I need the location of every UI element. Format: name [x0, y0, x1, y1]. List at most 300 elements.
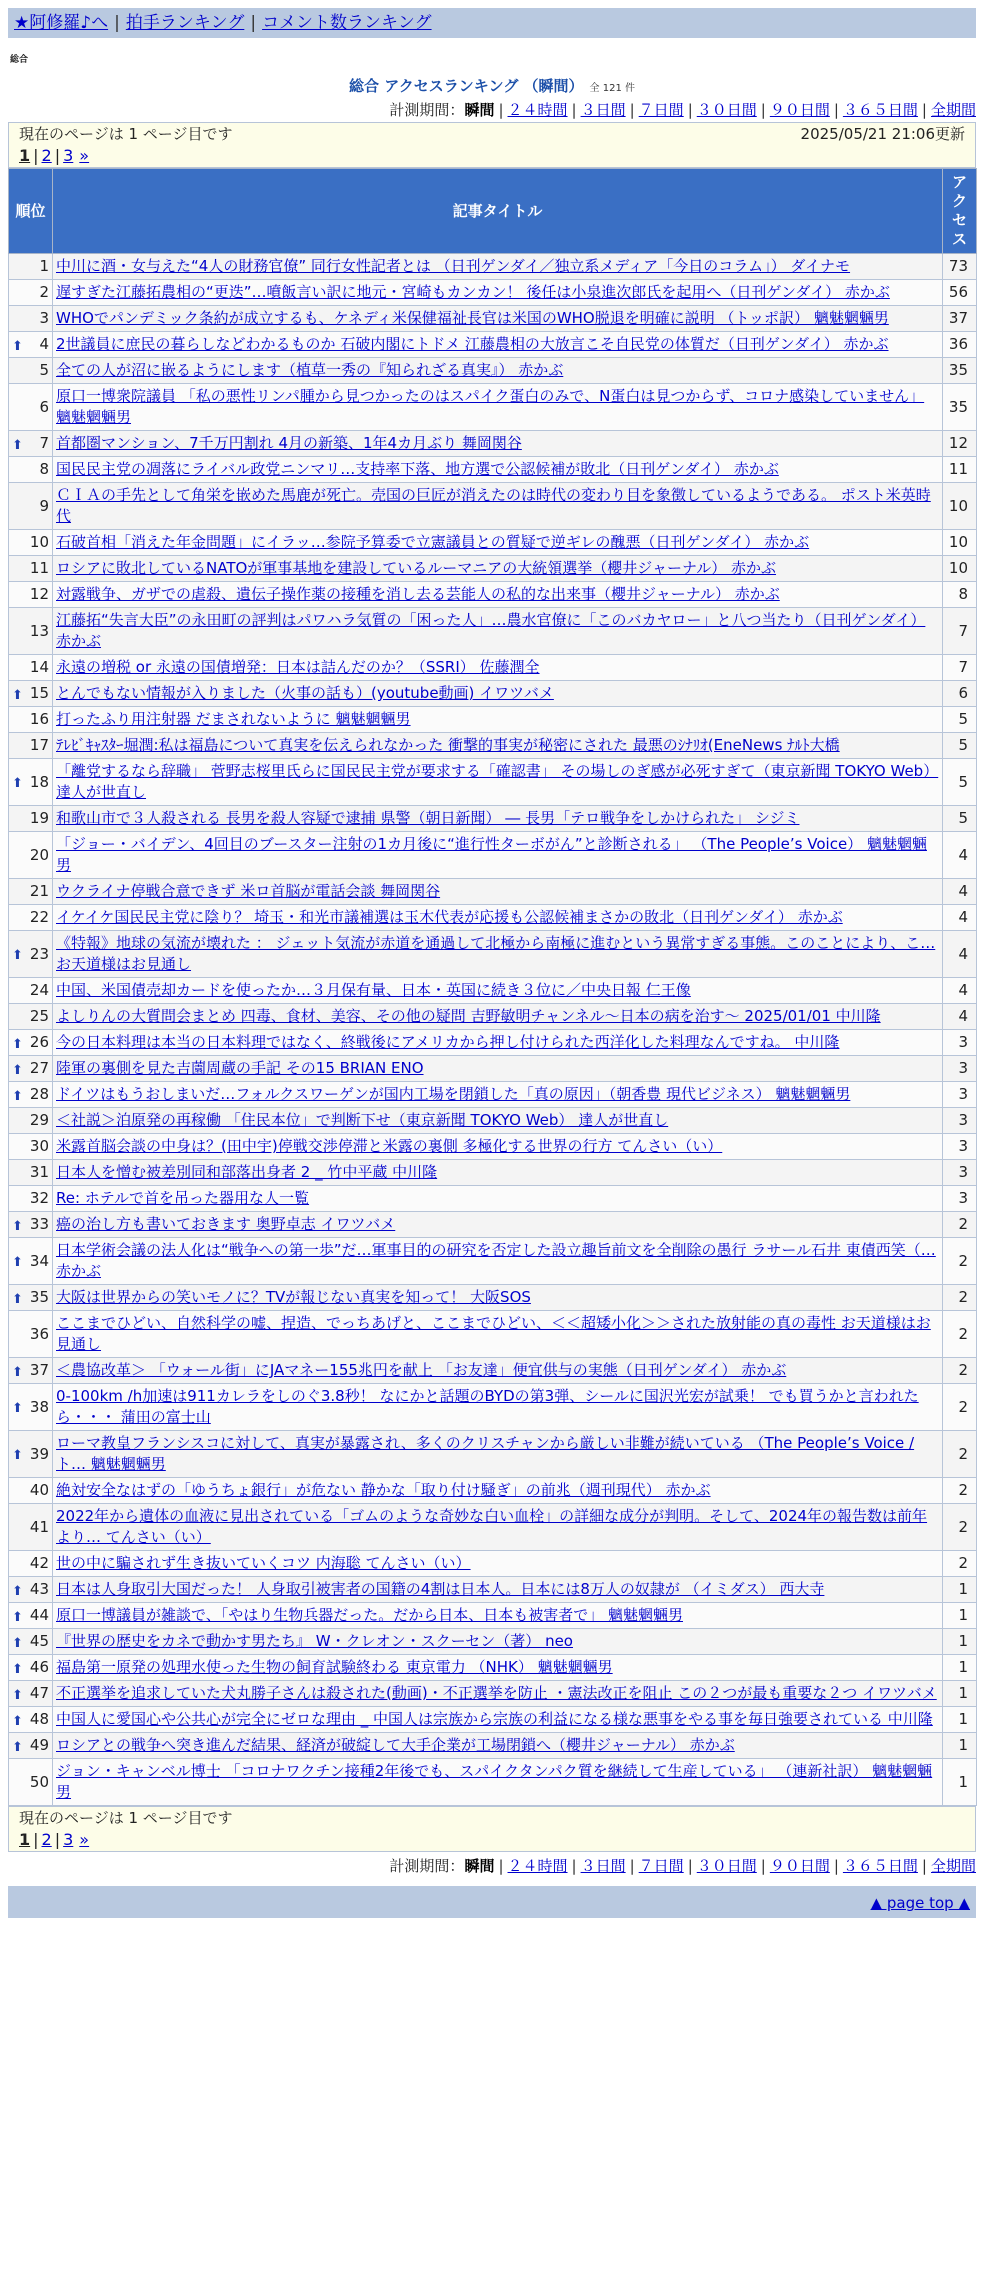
article-title-link[interactable]: ローマ教皇フランシスコに対して、真実が暴露され、多くのクリスチャンから厳しい非難が続いている （The People’s Voice / ト… 魑魅魍魎男 [56, 1434, 915, 1473]
access-count: 11 [943, 457, 977, 483]
table-row [9, 1655, 977, 1681]
rank-cell [9, 1759, 53, 1806]
access-count: 4 [943, 931, 977, 978]
period-link[interactable]: 全期間 [930, 1857, 976, 1875]
article-title-link[interactable]: WHOでパンデミック条約が成立するも、ケネディ米保健福祉長官は米国のWHO脱退を明確に説明 （トッポ訳） 魑魅魍魎男 [56, 309, 889, 327]
article-title-link[interactable]: 石破首相「消えた年金問題」にイラッ…参院予算委で立憲議員との質疑で逆ギレの醜悪（日刊ゲンダイ） 赤かぶ [56, 533, 810, 551]
title-cell [53, 306, 943, 332]
rank-cell [9, 1733, 53, 1759]
asyura-home-link[interactable]: ★阿修羅♪へ [14, 13, 109, 33]
page-2-link[interactable]: 2 [41, 146, 52, 165]
table-row [9, 1186, 977, 1212]
access-count: 5 [943, 806, 977, 832]
article-title-link[interactable]: 対露戦争、ガザでの虐殺、遺伝子操作薬の接種を消し去る芸能人の私的な出来事（櫻井ジャーナル） 赤かぶ [56, 585, 780, 603]
rank-cell [9, 582, 53, 608]
rank-number: 40 [29, 1481, 49, 1499]
access-count: 2 [943, 1384, 977, 1431]
rank-up-arrow-icon: ⬆ [12, 1291, 23, 1307]
rank-up-arrow-icon: ⬆ [12, 1036, 23, 1052]
article-title-link[interactable]: 原口一博議員が雑談で、「やはり生物兵器だった。だから日本、日本も被害者で」 魑魅魍魎男 [56, 1606, 683, 1624]
article-title-link[interactable]: ＜農協改革＞ 「ウォール街」にJAマネー155兆円を献上 「お友達」便宜供与の実態（日刊ゲンダイ） 赤かぶ [56, 1361, 787, 1379]
period-link[interactable]: ９０日間 [769, 101, 830, 119]
article-title-link[interactable]: 中国、米国債売却カードを使ったか…３月保有量、日本・英国に続き３位に／中央日報 仁王像 [56, 981, 691, 999]
period-link[interactable]: ３０日間 [696, 101, 757, 119]
table-row [9, 254, 977, 280]
title-cell [53, 1603, 943, 1629]
rank-cell [9, 1004, 53, 1030]
access-count: 35 [943, 384, 977, 431]
table-row [9, 1577, 977, 1603]
total-count: 全 121 件 [589, 83, 635, 94]
access-count: 3 [943, 1082, 977, 1108]
article-title-link[interactable]: 米露首脳会談の中身は？(田中宇)停戦交渉停滞と米露の裏側 多極化する世界の行方 てんさい（い） [56, 1137, 723, 1155]
access-count: 4 [943, 905, 977, 931]
article-title-link[interactable]: 《特報》地球の気流が壊れた ： ジェット気流が赤道を通過して北極から南極に進むという異常すぎる事態。このことにより、こ… お天道様はお見通し [56, 934, 936, 973]
table-row [9, 457, 977, 483]
rank-cell [9, 1655, 53, 1681]
article-title-link[interactable]: 『世界の歴史をカネで動かす男たち』 W・クレオン・スクーセン（著） neo [56, 1632, 573, 1650]
title-cell [53, 1431, 943, 1478]
access-count: 12 [943, 431, 977, 457]
title-cell [53, 1629, 943, 1655]
rank-cell [9, 1431, 53, 1478]
updated-time: 2025/05/21 21:06更新 [800, 125, 965, 143]
title-cell [53, 1056, 943, 1082]
rank-cell [9, 707, 53, 733]
article-title-link[interactable]: ウクライナ停戦合意できず 米ロ首脳が電話会談 舞岡関谷 [56, 882, 441, 900]
rank-up-arrow-icon: ⬆ [12, 1635, 23, 1651]
access-count: 1 [943, 1759, 977, 1806]
table-row [9, 1358, 977, 1384]
article-title-link[interactable]: 江藤拓“失言大臣”の永田町の評判はパワハラ気質の「困った人」…農水官僚に「このバカヤロー」と八つ当たり（日刊ゲンダイ） 赤かぶ [56, 611, 926, 650]
rank-number: 36 [29, 1324, 49, 1343]
title-cell [53, 806, 943, 832]
rank-number: 13 [29, 621, 49, 640]
article-title-link[interactable]: 「離党するなら辞職」 菅野志桜里氏らに国民民主党が要求する「確認書」 その場しのぎ感が必死すぎて（東京新聞 TOKYO Web） 達人が世直し [56, 762, 939, 801]
title-cell [53, 1311, 943, 1358]
article-title-link[interactable]: ＜社説＞泊原発の再稼働 「住民本位」で判断下せ（東京新聞 TOKYO Web） 達人が世直し [56, 1111, 669, 1129]
rank-cell [9, 1311, 53, 1358]
title-cell [53, 1504, 943, 1551]
rank-cell [9, 483, 53, 530]
rank-up-arrow-icon: ⬆ [12, 1448, 23, 1463]
rank-cell [9, 1285, 53, 1311]
rank-number: 37 [29, 1361, 49, 1379]
rank-cell [9, 1577, 53, 1603]
table-row [9, 1733, 977, 1759]
separator: | [629, 1857, 635, 1875]
table-row [9, 1681, 977, 1707]
article-title-link[interactable]: 世の中に騙されず生き抜いていくコツ 内海聡 てんさい（い） [56, 1554, 471, 1572]
title-cell [53, 879, 943, 905]
rank-up-arrow-icon: ⬆ [12, 1062, 23, 1078]
rank-cell [9, 1384, 53, 1431]
access-count: 10 [943, 556, 977, 582]
title-cell [53, 978, 943, 1004]
access-count: 4 [943, 978, 977, 1004]
title-cell [53, 431, 943, 457]
access-count: 1 [943, 1629, 977, 1655]
rank-number: 45 [29, 1632, 49, 1650]
table-row [9, 483, 977, 530]
rank-up-arrow-icon: ⬆ [12, 1661, 23, 1677]
rank-up-arrow-icon: ⬆ [12, 1218, 23, 1234]
access-count: 1 [943, 1577, 977, 1603]
table-row [9, 384, 977, 431]
table-row [9, 1311, 977, 1358]
period-link[interactable]: ９０日間 [769, 1857, 830, 1875]
title-cell [53, 457, 943, 483]
rank-up-arrow-icon: ⬆ [12, 1609, 23, 1625]
rank-cell [9, 1603, 53, 1629]
rank-cell [9, 306, 53, 332]
title-cell [53, 1655, 943, 1681]
rank-number: 35 [29, 1288, 49, 1306]
article-title-link[interactable]: 永遠の増税 or 永遠の国債増発：日本は詰んだのか？（SSRI） 佐藤潤全 [56, 658, 540, 676]
page-top-link[interactable]: ▲ page top ▲ [870, 1894, 970, 1912]
title-cell [53, 905, 943, 931]
rank-cell [9, 358, 53, 384]
rank-cell [9, 832, 53, 879]
article-title-link[interactable]: 全ての人が沼に嵌るようにします（植草一秀の『知られざる真実』） 赤かぶ [56, 361, 564, 379]
table-row [9, 1134, 977, 1160]
access-count: 1 [943, 1707, 977, 1733]
rank-cell [9, 384, 53, 431]
table-row [9, 1160, 977, 1186]
current-page-text: 現在のページは 1 ページ目です [19, 125, 233, 143]
access-count: 7 [943, 608, 977, 655]
title-cell [53, 1134, 943, 1160]
article-title-link[interactable]: ロシアとの戦争へ突き進んだ結果、経済が破綻して大手企業が工場閉鎖へ（櫻井ジャーナル） 赤かぶ [56, 1736, 735, 1754]
article-title-link[interactable]: 国民民主党の凋落にライバル政党ニンマリ…支持率下落、地方選で公認候補が敗北（日刊ゲンダイ） 赤かぶ [56, 460, 779, 478]
title-cell [53, 358, 943, 384]
title-cell [53, 832, 943, 879]
rank-up-arrow-icon: ⬆ [12, 1088, 23, 1104]
article-title-link[interactable]: 陸軍の裏側を見た吉薗周蔵の手記 その15 BRIAN ENO [56, 1059, 424, 1077]
article-title-link[interactable]: 福島第一原発の処理水使った生物の飼育試験終わる 東京電力 （NHK） 魑魅魍魎男 [56, 1658, 613, 1676]
table-header-row [9, 169, 977, 254]
rank-cell [9, 1056, 53, 1082]
rank-cell [9, 1108, 53, 1134]
rank-number: 29 [29, 1111, 49, 1129]
article-title-link[interactable]: 「ジョー・バイデン、4回目のブースター注射の1カ月後に“進行性ターボがん”と診断される」 （The People’s Voice） 魑魅魍魎男 [56, 835, 927, 874]
article-title-link[interactable]: 首都圏マンション、7千万円割れ 4月の新築、1年4カ月ぶり 舞岡関谷 [56, 434, 522, 452]
rank-number: 48 [29, 1710, 49, 1728]
access-count: 2 [943, 1212, 977, 1238]
title-cell [53, 707, 943, 733]
period-link[interactable]: ３日間 [580, 1857, 626, 1875]
period-link[interactable]: ２４時間 [507, 101, 568, 119]
rank-cell [9, 1082, 53, 1108]
comment-ranking-link[interactable]: コメント数ランキング [262, 13, 432, 33]
separator: | [833, 101, 839, 119]
rank-number: 1 [39, 257, 49, 275]
title-cell [53, 1238, 943, 1285]
rank-up-arrow-icon: ⬆ [12, 1401, 23, 1416]
access-count: 7 [943, 655, 977, 681]
rank-number: 21 [29, 882, 49, 900]
rank-cell [9, 280, 53, 306]
access-count: 3 [943, 1134, 977, 1160]
page-title [8, 75, 976, 96]
title-cell [53, 254, 943, 280]
rank-column-header: 順位 [9, 169, 53, 254]
rank-number: 50 [29, 1772, 49, 1791]
rank-cell [9, 1212, 53, 1238]
table-row [9, 582, 977, 608]
article-title-link[interactable]: ﾃﾚﾋﾞｷｬｽﾀｰ堀潤:私は福島について真実を伝えられなかった 衝撃的事実が秘密にされた 最悪のｼﾅﾘｵ(EneNews ﾅﾙﾄ大橋 [56, 736, 840, 754]
separator: | [687, 101, 693, 119]
title-cell [53, 1577, 943, 1603]
applause-ranking-link[interactable]: 拍手ランキング [125, 13, 245, 33]
access-count: 2 [943, 1478, 977, 1504]
title-cell [53, 1384, 943, 1431]
title-cell [53, 1082, 943, 1108]
ranking-table-body [9, 254, 977, 1806]
article-title-link[interactable]: イケイケ国民民主党に陰り？ 埼玉・和光市議補選は玉木代表が応援も公認候補まさかの敗北（日刊ゲンダイ） 赤かぶ [56, 908, 843, 926]
rank-cell [9, 457, 53, 483]
rank-number: 46 [29, 1658, 49, 1676]
table-row [9, 806, 977, 832]
access-count: 2 [943, 1431, 977, 1478]
table-row [9, 332, 977, 358]
separator: | [760, 1857, 766, 1875]
article-title-link[interactable]: 原口一博衆院議員 「私の悪性リンパ腫から見つかったのはスパイク蛋白のみで、N蛋白は見つからず、コロナ感染していません」 魑魅魍魎男 [56, 387, 925, 426]
table-row [9, 759, 977, 806]
section-label: 総合 [10, 55, 29, 65]
access-column-header: アクセス [943, 169, 977, 254]
access-count: 5 [943, 707, 977, 733]
title-cell [53, 1160, 943, 1186]
title-cell [53, 332, 943, 358]
rank-cell [9, 1478, 53, 1504]
period-link[interactable]: 全期間 [930, 101, 976, 119]
article-title-link[interactable]: 今の日本料理は本当の日本料理ではなく、終戦後にアメリカから押し付けられた西洋化した料理なんですね。 中川隆 [56, 1033, 840, 1051]
next-page-link[interactable]: » [79, 146, 90, 165]
separator: | [498, 101, 504, 119]
rank-cell [9, 332, 53, 358]
table-row [9, 655, 977, 681]
rank-cell [9, 978, 53, 1004]
pagination-top: 1 | 2 | 3 » [19, 146, 90, 165]
rank-cell [9, 431, 53, 457]
separator: | [250, 13, 257, 33]
access-count: 3 [943, 1056, 977, 1082]
rank-number: 25 [29, 1007, 49, 1025]
table-row [9, 681, 977, 707]
access-count: 2 [943, 1504, 977, 1551]
table-row [9, 1707, 977, 1733]
title-cell [53, 1358, 943, 1384]
rank-number: 49 [29, 1736, 49, 1754]
access-count: 56 [943, 280, 977, 306]
rank-number: 11 [29, 559, 49, 577]
rank-number: 44 [29, 1606, 49, 1624]
rank-number: 3 [39, 309, 49, 327]
access-count: 35 [943, 358, 977, 384]
rank-cell [9, 1681, 53, 1707]
period-link[interactable]: ７日間 [638, 1857, 684, 1875]
period-link[interactable]: ３６５日間 [842, 1857, 918, 1875]
rank-cell [9, 655, 53, 681]
rank-cell [9, 1186, 53, 1212]
period-link[interactable]: ３０日間 [696, 1857, 757, 1875]
article-title-link[interactable]: 遅すぎた江藤拓農相の“更迭”…噴飯言い訳に地元・宮崎もカンカン！ 後任は小泉進次郎氏を起用へ（日刊ゲンダイ） 赤かぶ [56, 283, 890, 301]
article-title-link[interactable]: ＣＩＡの手先として角栄を嵌めた馬鹿が死亡。売国の巨匠が消えたのは時代の変わり目を象徴しているようである。 ポスト米英時代 [56, 486, 931, 525]
access-count: 3 [943, 1030, 977, 1056]
article-title-link[interactable]: ここまでひどい、自然科学の嘘、捏造、でっちあげと、ここまでひどい、＜＜超矮小化＞＞された放射能の真の毒性 お天道様はお見通し [56, 1314, 931, 1353]
period-current: 瞬間 [464, 101, 495, 119]
article-title-link[interactable]: 打ったふり用注射器 だまされないように 魑魅魍魎男 [56, 710, 411, 728]
table-row [9, 707, 977, 733]
rank-cell [9, 1358, 53, 1384]
table-row [9, 280, 977, 306]
article-title-link[interactable]: 中川に酒・女与えた“4人の財務官僚” 同行女性記者とは （日刊ゲンダイ／独立系メディア「今日のコラム」） ダイナモ [56, 257, 851, 275]
rank-cell [9, 806, 53, 832]
period-link[interactable]: ３６５日間 [842, 101, 918, 119]
article-title-link[interactable]: 2022年から遺体の血液に見出されている「ゴムのような奇妙な白い血栓」の詳細な成分が判明。そして、2024年の報告数は前年より… てんさい（い） [56, 1507, 928, 1546]
rank-number: 8 [39, 460, 49, 478]
article-title-link[interactable]: 大阪は世界からの笑いモノに？TVが報じない真実を知って！ 大阪SOS [56, 1288, 531, 1306]
rank-number: 32 [29, 1189, 49, 1207]
current-page-text: 現在のページは 1 ページ目です [19, 1809, 233, 1827]
access-count: 4 [943, 832, 977, 879]
title-cell [53, 759, 943, 806]
page-3-link[interactable]: 3 [63, 146, 74, 165]
access-count: 10 [943, 483, 977, 530]
rank-number: 7 [39, 434, 49, 452]
table-row [9, 832, 977, 879]
page-3-link[interactable]: 3 [63, 1830, 74, 1849]
rank-cell [9, 759, 53, 806]
next-page-link[interactable]: » [79, 1830, 90, 1849]
title-cell [53, 1108, 943, 1134]
access-count: 1 [943, 1655, 977, 1681]
rank-number: 33 [29, 1215, 49, 1233]
article-title-link[interactable]: 2世議員に庶民の暮らしなどわかるものか 石破内閣にトドメ 江藤農相の大放言こそ自民党の体質だ（日刊ゲンダイ） 赤かぶ [56, 335, 889, 353]
separator: | [833, 1857, 839, 1875]
rank-number: 20 [29, 845, 49, 864]
rank-up-arrow-icon: ⬆ [12, 687, 23, 703]
rank-number: 43 [29, 1580, 49, 1598]
title-cell [53, 556, 943, 582]
article-title-link[interactable]: Re: ホテルで首を吊った器用な人一覧 [56, 1189, 310, 1207]
table-row [9, 530, 977, 556]
rank-cell [9, 1238, 53, 1285]
rank-number: 39 [29, 1444, 49, 1463]
rank-number: 38 [29, 1397, 49, 1416]
table-row [9, 1056, 977, 1082]
table-row [9, 1108, 977, 1134]
access-count: 1 [943, 1733, 977, 1759]
page-2-link[interactable]: 2 [41, 1830, 52, 1849]
article-title-link[interactable]: 和歌山市で３人殺される 長男を殺人容疑で逮捕 県警（朝日新聞） ― 長男「テロ戦争をしかけられた」 シジミ [56, 809, 800, 827]
access-count: 4 [943, 1004, 977, 1030]
access-count: 8 [943, 582, 977, 608]
table-row [9, 905, 977, 931]
access-count: 2 [943, 1285, 977, 1311]
table-row [9, 1759, 977, 1806]
rank-number: 6 [39, 397, 49, 416]
rank-up-arrow-icon: ⬆ [12, 1713, 23, 1729]
access-count: 2 [943, 1358, 977, 1384]
access-count: 3 [943, 1160, 977, 1186]
table-row [9, 1384, 977, 1431]
title-cell [53, 530, 943, 556]
article-title-link[interactable]: ドイツはもうおしまいだ…フォルクスワーゲンが国内工場を閉鎖した「真の原因」（朝香豊 現代ビジネス） 魑魅魍魎男 [56, 1085, 851, 1103]
article-title-link[interactable]: とんでもない情報が入りました（火事の話も）(youtube動画) イワツバメ [56, 684, 554, 702]
article-title-link[interactable]: ジョン・キャンベル博士 「コロナワクチン接種2年後でも、スパイクタンパク質を継続して生産している」 （連新社訳） 魑魅魍魎男 [56, 1762, 933, 1801]
rank-cell [9, 905, 53, 931]
article-title-link[interactable]: 日本は人身取引大国だった！ 人身取引被害者の国籍の4割は日本人。日本には8万人の奴隷が （イミダス） 西大寺 [56, 1580, 825, 1598]
rank-number: 31 [29, 1163, 49, 1181]
article-title-link[interactable]: 不正選挙を追求していた犬丸勝子さんは殺された(動画)・不正選挙を防止 ・憲法改正を阻止 この２つが最も重要な２つ イワツバメ [56, 1684, 937, 1702]
title-cell [53, 1186, 943, 1212]
article-title-link[interactable]: 癌の治し方も書いておきます 奥野卓志 イワツバメ [56, 1215, 396, 1233]
article-title-link[interactable]: 絶対安全なはずの「ゆうちょ銀行」が危ない 静かな「取り付け騒ぎ」の前兆（週刊現代） 赤かぶ [56, 1481, 711, 1499]
separator: | [571, 101, 577, 119]
rank-up-arrow-icon: ⬆ [12, 1739, 23, 1755]
title-cell [53, 931, 943, 978]
article-title-link[interactable]: 0-100km /h加速は911カレラをしのぐ3.8秒！ なにかと話題のBYDの第3弾、シールに国沢光宏が試乗！ でも買うかと言われたら・・・ 蒲田の富士山 [56, 1387, 919, 1426]
top-navigation-bar [8, 8, 976, 38]
period-link[interactable]: ７日間 [638, 101, 684, 119]
table-row [9, 931, 977, 978]
access-count: 36 [943, 332, 977, 358]
rank-cell [9, 556, 53, 582]
access-count: 3 [943, 1108, 977, 1134]
article-title-link[interactable]: 日本人を憎む被差別同和部落出身者 2 _ 竹中平蔵 中川隆 [56, 1163, 438, 1181]
rank-cell [9, 1160, 53, 1186]
rank-cell [9, 1134, 53, 1160]
period-link[interactable]: ３日間 [580, 101, 626, 119]
table-row [9, 1030, 977, 1056]
access-count: 37 [943, 306, 977, 332]
table-row [9, 1603, 977, 1629]
table-row [9, 1238, 977, 1285]
rank-number: 9 [39, 496, 49, 515]
page-info-bottom [8, 1806, 976, 1852]
rank-number: 12 [29, 585, 49, 603]
period-selector-top [8, 100, 976, 120]
title-cell [53, 483, 943, 530]
rank-cell [9, 1629, 53, 1655]
rank-number: 22 [29, 908, 49, 926]
rank-number: 27 [29, 1059, 49, 1077]
separator: | [629, 101, 635, 119]
rank-cell [9, 681, 53, 707]
page-info-top [8, 122, 976, 168]
article-title-link[interactable]: 中国人に愛国心や公共心が完全にゼロな理由 _ 中国人は宗族から宗族の利益になる様な悪事をやる事を毎日強要されている 中川隆 [56, 1710, 933, 1728]
period-link[interactable]: ２４時間 [507, 1857, 568, 1875]
rank-number: 19 [29, 809, 49, 827]
rank-cell [9, 1504, 53, 1551]
table-row [9, 1082, 977, 1108]
table-row [9, 733, 977, 759]
article-title-link[interactable]: よしりんの大質問会まとめ 四毒、食材、美容、その他の疑問 吉野敏明チャンネル〜日本の病を治す〜 2025/01/01 中川隆 [56, 1007, 881, 1025]
rank-number: 30 [29, 1137, 49, 1155]
access-count: 10 [943, 530, 977, 556]
period-label: 計測期間： [389, 1857, 465, 1875]
access-count: 6 [943, 681, 977, 707]
table-row [9, 306, 977, 332]
article-title-link[interactable]: 日本学術会議の法人化は“戦争への第一歩”だ…軍事目的の研究を否定した設立趣旨前文を全削除の愚行 ラサール石井 東債西笑（… 赤かぶ [56, 1241, 936, 1280]
rank-number: 34 [29, 1251, 49, 1270]
rank-number: 16 [29, 710, 49, 728]
article-title-link[interactable]: ロシアに敗北しているNATOが軍事基地を建設しているルーマニアの大統領選挙（櫻井ジャーナル） 赤かぶ [56, 559, 777, 577]
access-count: 5 [943, 759, 977, 806]
access-count: 1 [943, 1603, 977, 1629]
